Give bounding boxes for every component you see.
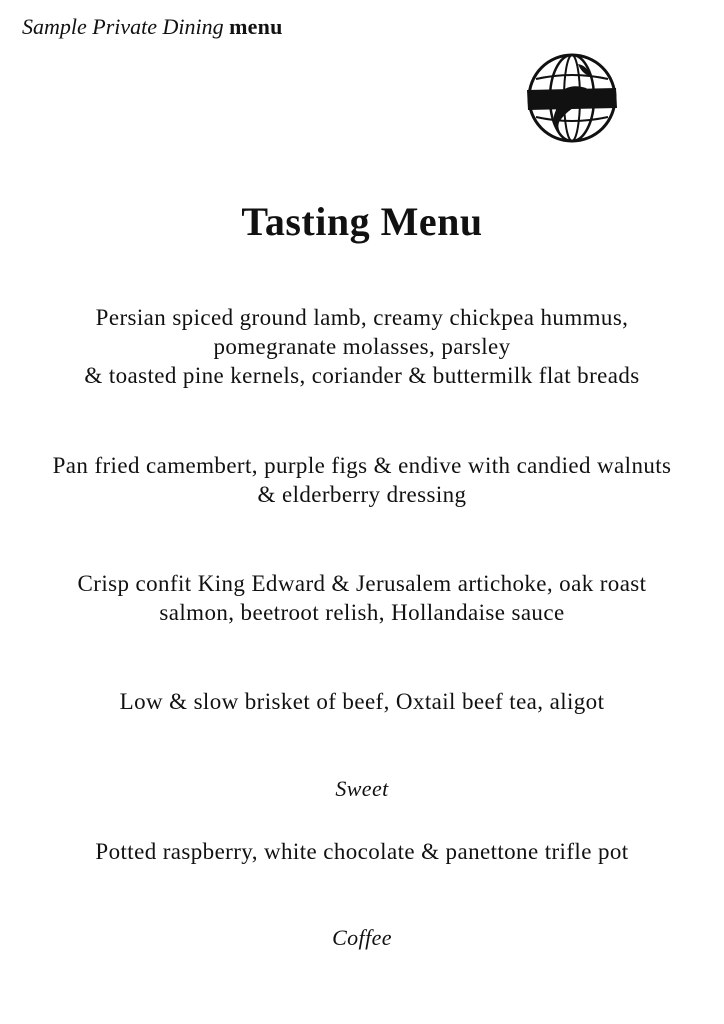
page-title: Tasting Menu: [241, 199, 483, 244]
sweet-course: [0, 837, 724, 866]
course-2-line-1: Pan fried camembert, purple figs & endive with candied walnuts: [52, 453, 672, 478]
sweet-course-line-1: Potted raspberry, white chocolate & panettone trifle pot: [95, 839, 629, 864]
course-2: [0, 451, 724, 509]
course-2-line-2: & elderberry dressing: [257, 482, 467, 507]
course-4: [0, 687, 724, 716]
course-3-line-1: Crisp confit King Edward & Jerusalem artichoke, oak roast: [77, 571, 647, 596]
course-3-line-2: salmon, beetroot relish, Hollandaise sauce: [159, 600, 565, 625]
globe-logo-icon: [526, 52, 618, 144]
menu-header: [22, 14, 283, 40]
sweet-heading: Sweet: [335, 776, 389, 801]
course-3: [0, 569, 724, 627]
course-1-line-1: Persian spiced ground lamb, creamy chickpea hummus,: [95, 305, 629, 330]
coffee-heading: Coffee: [332, 925, 392, 950]
header-plain-text: menu: [229, 14, 283, 39]
course-4-line-1: Low & slow brisket of beef, Oxtail beef tea, aligot: [119, 689, 605, 714]
course-1-line-2: pomegranate molasses, parsley: [213, 334, 511, 359]
course-1-line-3: & toasted pine kernels, coriander & buttermilk flat breads: [84, 363, 640, 388]
course-1: [0, 303, 724, 390]
header-italic-text: Sample Private Dining: [22, 14, 224, 39]
